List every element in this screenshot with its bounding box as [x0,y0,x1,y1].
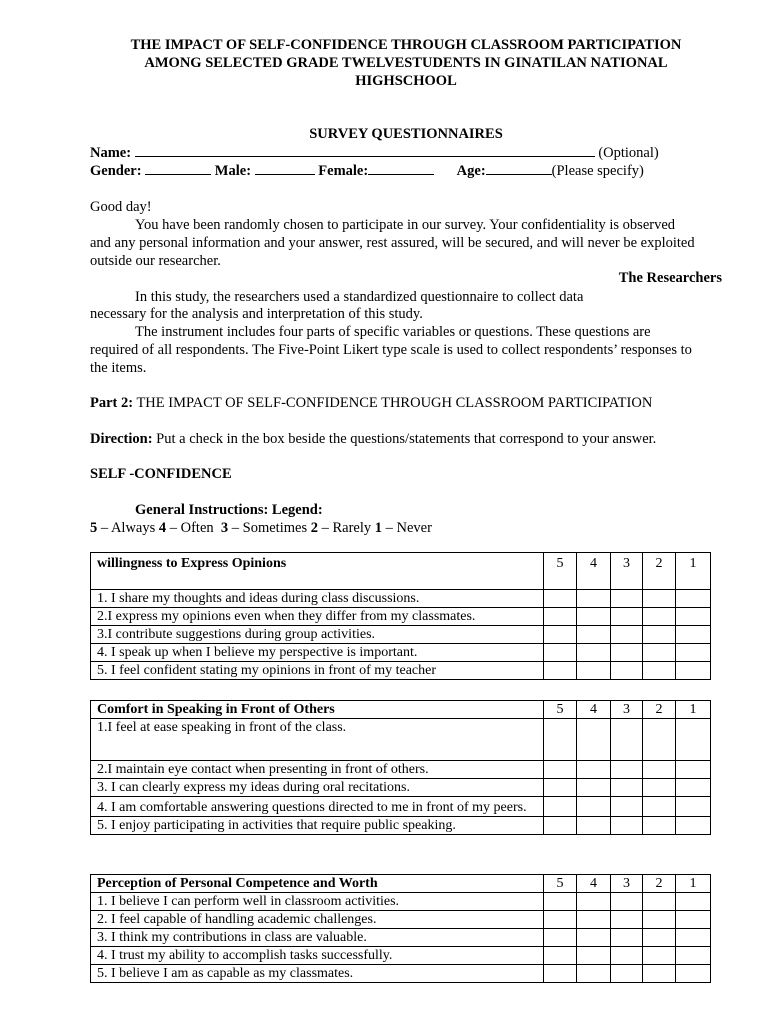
check-box-4[interactable] [577,719,611,761]
legend-4-text: – Often [166,520,221,536]
document-title [100,36,712,90]
scale-1-header: 1 [676,553,711,590]
question-text: 4. I am comfortable answering questions directed to me in front of my peers. [91,797,544,817]
check-box-3[interactable] [611,644,643,662]
check-box-2[interactable] [643,893,676,911]
check-box-3[interactable] [611,761,643,779]
age-label: Age: [456,163,486,179]
intro-para2-line1: In this study, the researchers used a standardized questionnaire to collect data [135,289,584,305]
scale-2-header: 2 [643,875,676,893]
check-box-2[interactable] [643,911,676,929]
check-box-3[interactable] [611,929,643,947]
table-header-row [91,553,711,590]
check-box-2[interactable] [643,797,676,817]
check-box-2[interactable] [643,965,676,983]
check-box-1[interactable] [676,929,711,947]
scale-3-header: 3 [611,553,643,590]
check-box-2[interactable] [643,947,676,965]
demographics-row [90,162,722,180]
scale-2-header: 2 [643,701,676,719]
check-box-1[interactable] [676,626,711,644]
check-box-5[interactable] [544,719,577,761]
gender-label: Gender: [90,163,142,179]
check-box-1[interactable] [676,797,711,817]
table-row [91,719,711,761]
signature: The Researchers [618,270,722,286]
check-box-5[interactable] [544,929,577,947]
check-box-5[interactable] [544,797,577,817]
name-label: Name: [90,145,132,161]
table-comfort-speaking [90,700,711,835]
check-box-3[interactable] [611,662,643,680]
table-row [91,817,711,835]
check-box-5[interactable] [544,965,577,983]
question-text: 3. I think my contributions in class are valuable. [91,929,544,947]
question-text: 5. I feel confident stating my opinions in front of my teacher [91,662,544,680]
check-box-2[interactable] [643,817,676,835]
check-box-2[interactable] [643,662,676,680]
check-box-5[interactable] [544,817,577,835]
check-box-1[interactable] [676,817,711,835]
scale-4-header: 4 [577,875,611,893]
name-row [90,144,722,162]
question-text: 1. I believe I can perform well in classroom activities. [91,893,544,911]
check-box-1[interactable] [676,947,711,965]
direction-label: Direction: [90,431,153,447]
intro-para3-line3: the items. [90,360,147,376]
legend-4: 4 [158,520,167,536]
question-text: 2.I maintain eye contact when presenting in front of others. [91,761,544,779]
check-box-4[interactable] [577,947,611,965]
check-box-5[interactable] [544,779,577,797]
table-willingness [90,552,711,680]
intro-para3-line2: required of all respondents. The Five-Point Likert type scale is used to collect respondents’ responses to [90,342,692,358]
check-box-4[interactable] [577,590,611,608]
question-text: 1. I share my thoughts and ideas during class discussions. [91,590,544,608]
check-box-4[interactable] [577,817,611,835]
table-row [91,929,711,947]
scale-4-header: 4 [577,701,611,719]
table-personal-competence [90,874,711,983]
legend-title: General Instructions: Legend: [135,502,323,518]
check-box-5[interactable] [544,662,577,680]
title-line-3: HIGHSCHOOL [355,73,457,89]
male-label: Male: [214,163,252,179]
check-box-4[interactable] [577,626,611,644]
check-box-5[interactable] [544,590,577,608]
check-box-5[interactable] [544,911,577,929]
table-header-row [91,875,711,893]
table-row [91,797,711,817]
scale-3-header: 3 [611,875,643,893]
table-row [91,761,711,779]
question-text: 5. I enjoy participating in activities that require public speaking. [91,817,544,835]
check-box-1[interactable] [676,761,711,779]
check-box-1[interactable] [676,911,711,929]
check-box-3[interactable] [611,608,643,626]
optional-note: (Optional) [598,145,659,161]
check-box-5[interactable] [544,608,577,626]
check-box-2[interactable] [643,608,676,626]
check-box-1[interactable] [676,893,711,911]
title-line-1: THE IMPACT OF SELF-CONFIDENCE THROUGH CLASSROOM PARTICIPATION [130,37,682,53]
check-box-3[interactable] [611,719,643,761]
legend-1-text: – Never [382,520,432,536]
check-box-2[interactable] [643,779,676,797]
table-row [91,626,711,644]
scale-1-header: 1 [676,875,711,893]
name-field[interactable] [135,144,595,157]
legend-1: 1 [374,520,382,536]
direction-line [90,430,722,448]
question-text: 3.I contribute suggestions during group activities. [91,626,544,644]
check-box-3[interactable] [611,947,643,965]
male-field[interactable] [255,162,315,175]
check-box-3[interactable] [611,626,643,644]
gender-field[interactable] [145,162,211,175]
question-text: 2.I express my opinions even when they differ from my classmates. [91,608,544,626]
legend-5: 5 [90,520,98,536]
check-box-3[interactable] [611,817,643,835]
check-box-4[interactable] [577,644,611,662]
check-box-1[interactable] [676,590,711,608]
check-box-2[interactable] [643,626,676,644]
table-header: Perception of Personal Competence and Worth [91,875,544,893]
female-field[interactable] [368,162,434,175]
scale-4-header: 4 [577,553,611,590]
check-box-5[interactable] [544,644,577,662]
table-row [91,947,711,965]
title-line-2: AMONG SELECTED GRADE TWELVESTUDENTS IN GINATILAN NATIONAL [144,55,668,71]
please-specify-note: (Please specify) [551,163,644,179]
check-box-4[interactable] [577,662,611,680]
legend-2: 2 [310,520,318,536]
section-title: SELF -CONFIDENCE [90,466,232,482]
check-box-1[interactable] [676,662,711,680]
scale-5-header: 5 [544,701,577,719]
check-box-1[interactable] [676,644,711,662]
question-text: 4. I trust my ability to accomplish tasks successfully. [91,947,544,965]
legend-3-text: – Sometimes [228,520,311,536]
intro-para2-line2: necessary for the analysis and interpretation of this study. [90,306,423,322]
check-box-3[interactable] [611,965,643,983]
intro-para3-line1: The instrument includes four parts of specific variables or questions. These questions are [135,324,651,340]
table-row [91,965,711,983]
check-box-5[interactable] [544,761,577,779]
question-text: 5. I believe I am as capable as my classmates. [91,965,544,983]
part2-label: Part 2: [90,395,134,411]
table-row [91,590,711,608]
check-box-5[interactable] [544,893,577,911]
check-box-3[interactable] [611,590,643,608]
scale-2-header: 2 [643,553,676,590]
check-box-2[interactable] [643,929,676,947]
check-box-2[interactable] [643,719,676,761]
survey-heading: SURVEY QUESTIONNAIRES [309,126,503,142]
part2-text: THE IMPACT OF SELF-CONFIDENCE THROUGH CLASSROOM PARTICIPATION [133,395,653,411]
age-field[interactable] [486,162,552,175]
intro-para1-line3: outside our researcher. [90,253,221,269]
check-box-1[interactable] [676,779,711,797]
table-row [91,893,711,911]
intro-para1-line2: and any personal information and your answer, rest assured, will be secured, and will never be exploited [90,235,695,251]
question-text: 4. I speak up when I believe my perspective is important. [91,644,544,662]
direction-text: Put a check in the box beside the questions/statements that correspond to your answer. [152,431,657,447]
greeting: Good day! [90,199,152,215]
check-box-4[interactable] [577,761,611,779]
check-box-3[interactable] [611,893,643,911]
part2-line [90,394,722,412]
scale-5-header: 5 [544,553,577,590]
legend-3: 3 [220,520,229,536]
legend-2-text: – Rarely [317,520,375,536]
check-box-1[interactable] [676,965,711,983]
check-box-1[interactable] [676,608,711,626]
check-box-4[interactable] [577,797,611,817]
check-box-2[interactable] [643,761,676,779]
legend-line [90,519,722,537]
table-row [91,662,711,680]
question-text: 1.I feel at ease speaking in front of the class. [91,719,544,761]
scale-5-header: 5 [544,875,577,893]
table-row [91,644,711,662]
question-text: 3. I can clearly express my ideas during oral recitations. [91,779,544,797]
check-box-2[interactable] [643,644,676,662]
check-box-4[interactable] [577,929,611,947]
check-box-4[interactable] [577,608,611,626]
check-box-5[interactable] [544,947,577,965]
table-row [91,779,711,797]
check-box-3[interactable] [611,779,643,797]
check-box-4[interactable] [577,893,611,911]
check-box-1[interactable] [676,719,711,761]
check-box-2[interactable] [643,590,676,608]
scale-3-header: 3 [611,701,643,719]
intro-para1-line1: You have been randomly chosen to participate in our survey. Your confidentiality is observed [135,217,676,233]
legend-5-text: – Always [97,520,159,536]
female-label: Female: [318,163,369,179]
table-row [91,608,711,626]
check-box-5[interactable] [544,626,577,644]
table-header: willingness to Express Opinions [91,553,544,590]
table-header: Comfort in Speaking in Front of Others [91,701,544,719]
check-box-3[interactable] [611,911,643,929]
table-row [91,911,711,929]
scale-1-header: 1 [676,701,711,719]
table-header-row [91,701,711,719]
check-box-4[interactable] [577,779,611,797]
check-box-3[interactable] [611,797,643,817]
check-box-4[interactable] [577,965,611,983]
check-box-4[interactable] [577,911,611,929]
question-text: 2. I feel capable of handling academic challenges. [91,911,544,929]
